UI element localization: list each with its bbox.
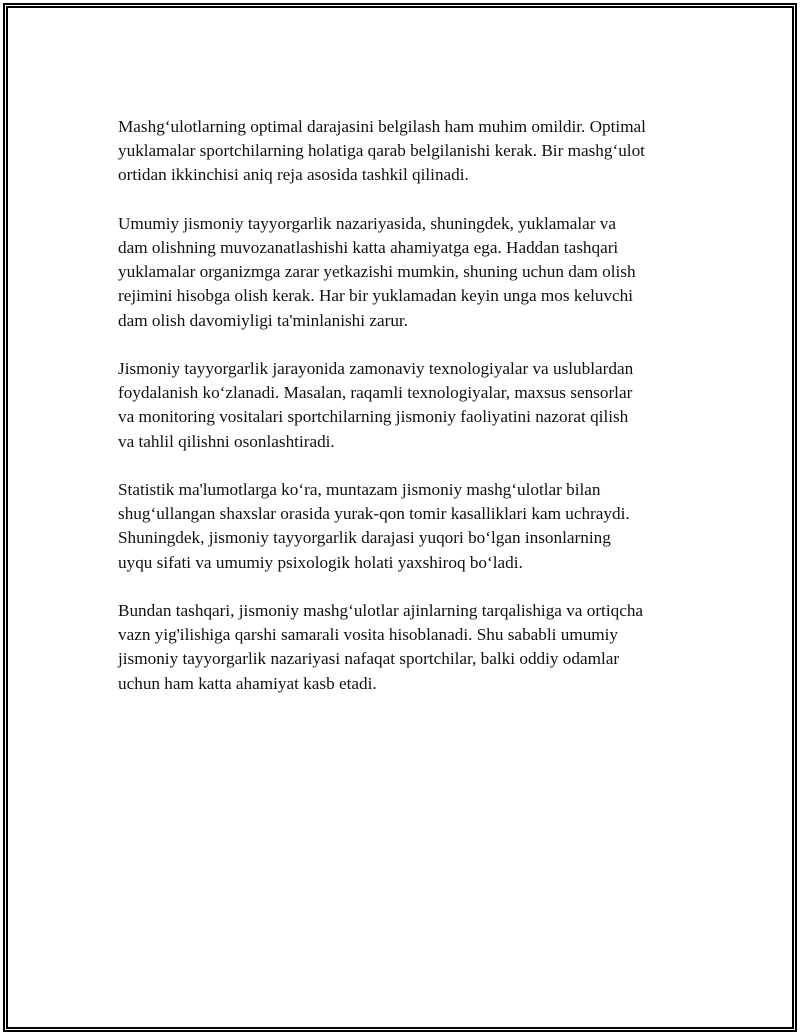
paragraph-line: va monitoring vositalari sportchilarning jismoniy faoliyatini nazorat qilish: [118, 407, 629, 427]
paragraph-line: yuklamalar sportchilarning holatiga qarab belgilanishi kerak. Bir mashg‘ulot: [118, 141, 645, 161]
paragraph-2: [118, 212, 708, 333]
paragraph-4: [118, 478, 708, 575]
paragraph-line: dam olish davomiyligi ta'minlanishi zarur.: [118, 310, 408, 330]
paragraph-line: foydalanish ko‘zlanadi. Masalan, raqamli texnologiyalar, maxsus sensorlar: [118, 383, 633, 403]
paragraph-line: uyqu sifati va umumiy psixologik holati yaxshiroq bo‘ladi.: [118, 552, 523, 572]
paragraph-line: rejimini hisobga olish kerak. Har bir yuklamadan keyin unga mos keluvchi: [118, 286, 634, 306]
paragraph-line: va tahlil qilishni osonlashtiradi.: [118, 431, 335, 451]
paragraph-line: jismoniy tayyorgarlik nazariyasi nafaqat sportchilar, balki oddiy odamlar: [118, 649, 620, 669]
paragraph-line: Shuningdek, jismoniy tayyorgarlik darajasi yuqori bo‘lgan insonlarning: [118, 528, 611, 548]
paragraph-line: Mashg‘ulotlarning optimal darajasini belgilash ham muhim omildir. Optimal: [118, 117, 646, 136]
paragraph-3: [118, 357, 708, 454]
paragraph-line: ortidan ikkinchisi aniq reja asosida tashkil qilinadi.: [118, 165, 469, 185]
paragraph-line: uchun ham katta ahamiyat kasb etadi.: [118, 673, 377, 693]
paragraph-5: [118, 599, 708, 696]
paragraph-line: vazn yig'ilishiga qarshi samarali vosita hisoblanadi. Shu sababli umumiy: [118, 625, 619, 645]
document-body: [118, 115, 708, 720]
paragraph-line: Umumiy jismoniy tayyorgarlik nazariyasida, shuningdek, yuklamalar va: [118, 213, 617, 233]
paragraph-1: [118, 115, 708, 188]
paragraph-line: Jismoniy tayyorgarlik jarayonida zamonaviy texnologiyalar va uslublardan: [118, 359, 634, 378]
paragraph-line: yuklamalar organizmga zarar yetkazishi mumkin, shuning uchun dam olish: [118, 262, 636, 282]
paragraph-line: Statistik ma'lumotlarga ko‘ra, muntazam jismoniy mashg‘ulotlar bilan: [118, 480, 601, 499]
paragraph-line: shug‘ullangan shaxslar orasida yurak-qon tomir kasalliklari kam uchraydi.: [118, 504, 630, 524]
paragraph-line: Bundan tashqari, jismoniy mashg‘ulotlar ajinlarning tarqalishiga va ortiqcha: [118, 601, 644, 620]
paragraph-line: dam olishning muvozanatlashishi katta ahamiyatga ega. Haddan tashqari: [118, 238, 619, 257]
